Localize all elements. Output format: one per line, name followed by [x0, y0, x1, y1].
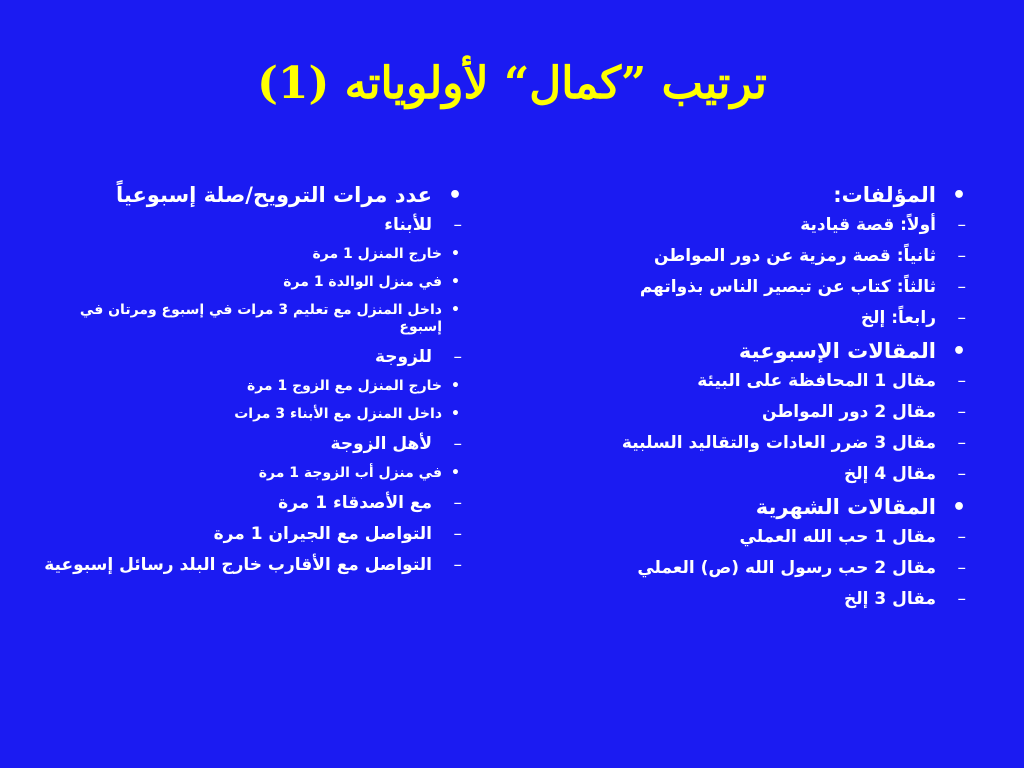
section-label: المؤلفات:	[833, 183, 936, 207]
dash-icon: –	[957, 464, 966, 484]
list-item	[538, 308, 968, 329]
group-relatives-abroad	[44, 555, 464, 576]
list-item	[538, 589, 968, 610]
item-text: في منزل الوالدة 1 مرة	[283, 274, 442, 290]
section-weekly-articles	[538, 339, 968, 364]
item-text: رابعاً: إلخ	[860, 308, 936, 328]
item-text: ثالثاً: كتاب عن تبصير الناس بذواتهم	[639, 277, 936, 297]
dash-icon: –	[453, 524, 462, 544]
item-text: داخل المنزل مع الأبناء 3 مرات	[234, 406, 442, 422]
group-neighbors	[44, 524, 464, 545]
list-item	[44, 378, 464, 395]
item-text: خارج المنزل 1 مرة	[312, 246, 442, 262]
section-weekly-recreation	[44, 183, 464, 208]
bullet-icon: •	[451, 274, 460, 290]
bullet-icon: •	[451, 406, 460, 422]
group-wife-family	[44, 434, 464, 455]
group-wife	[44, 347, 464, 368]
item-text: مقال 2 دور المواطن	[762, 402, 936, 422]
dash-icon: –	[957, 433, 966, 453]
item-text: مقال 2 حب رسول الله (ص) العملي	[637, 558, 936, 578]
group-label: مع الأصدقاء 1 مرة	[278, 493, 432, 513]
dash-icon: –	[453, 434, 462, 454]
section-label: المقالات الإسبوعية	[738, 339, 936, 363]
group-friends	[44, 493, 464, 514]
bullet-icon: •	[451, 246, 460, 262]
dash-icon: –	[957, 402, 966, 422]
bullet-icon: •	[451, 378, 460, 394]
list-item	[538, 215, 968, 236]
bullet-icon: •	[451, 302, 460, 318]
dash-icon: –	[957, 558, 966, 578]
publications-list	[538, 183, 968, 610]
list-item	[538, 371, 968, 392]
list-item	[44, 274, 464, 291]
item-text: مقال 4 إلخ	[843, 464, 936, 484]
item-text: في منزل أب الزوجة 1 مرة	[258, 465, 442, 481]
list-item	[44, 465, 464, 482]
list-item	[44, 302, 464, 336]
item-text: مقال 1 المحافظة على البيئة	[697, 371, 936, 391]
list-item	[44, 406, 464, 423]
item-text: ثانياً: قصة رمزية عن دور المواطن	[653, 246, 936, 266]
group-label: لأهل الزوجة	[330, 434, 432, 454]
dash-icon: –	[957, 277, 966, 297]
dash-icon: –	[957, 215, 966, 235]
group-label: للأبناء	[384, 215, 432, 235]
dash-icon: –	[453, 555, 462, 575]
dash-icon: –	[453, 493, 462, 513]
left-column	[44, 183, 464, 586]
group-label: للزوجة	[374, 347, 432, 367]
list-item	[538, 464, 968, 485]
bullet-icon: •	[451, 465, 460, 481]
right-column	[538, 183, 968, 620]
item-text: مقال 3 ضرر العادات والتقاليد السلبية	[621, 433, 936, 453]
dash-icon: –	[453, 347, 462, 367]
group-label: التواصل مع الأقارب خارج البلد رسائل إسبوعية	[44, 555, 432, 575]
dash-icon: –	[957, 527, 966, 547]
bullet-icon: •	[951, 339, 966, 364]
bullet-icon: •	[447, 183, 462, 208]
item-text: مقال 3 إلخ	[843, 589, 936, 609]
list-item	[538, 402, 968, 423]
list-item	[538, 433, 968, 454]
dash-icon: –	[957, 371, 966, 391]
list-item	[538, 277, 968, 298]
slide-title: ترتيب ”كمال“ لأولوياته (1)	[257, 58, 767, 109]
dash-icon: –	[957, 246, 966, 266]
dash-icon: –	[957, 308, 966, 328]
list-item	[538, 558, 968, 579]
dash-icon: –	[957, 589, 966, 609]
bullet-icon: •	[951, 183, 966, 208]
list-item	[44, 246, 464, 263]
list-item	[538, 246, 968, 267]
item-text: خارج المنزل مع الزوج 1 مرة	[246, 378, 442, 394]
item-text: داخل المنزل مع تعليم 3 مرات في إسبوع ومرتان في إسبوع	[79, 302, 442, 335]
section-authored-works	[538, 183, 968, 208]
item-text: أولاً: قصة قيادية	[800, 215, 936, 235]
section-label: عدد مرات الترويح/صلة إسبوعياً	[115, 183, 432, 207]
section-label: المقالات الشهرية	[755, 495, 936, 519]
dash-icon: –	[453, 215, 462, 235]
section-monthly-articles	[538, 495, 968, 520]
group-label: التواصل مع الجيران 1 مرة	[213, 524, 432, 544]
recreation-list	[44, 183, 464, 576]
list-item	[538, 527, 968, 548]
item-text: مقال 1 حب الله العملي	[739, 527, 936, 547]
group-children	[44, 215, 464, 236]
bullet-icon: •	[951, 495, 966, 520]
